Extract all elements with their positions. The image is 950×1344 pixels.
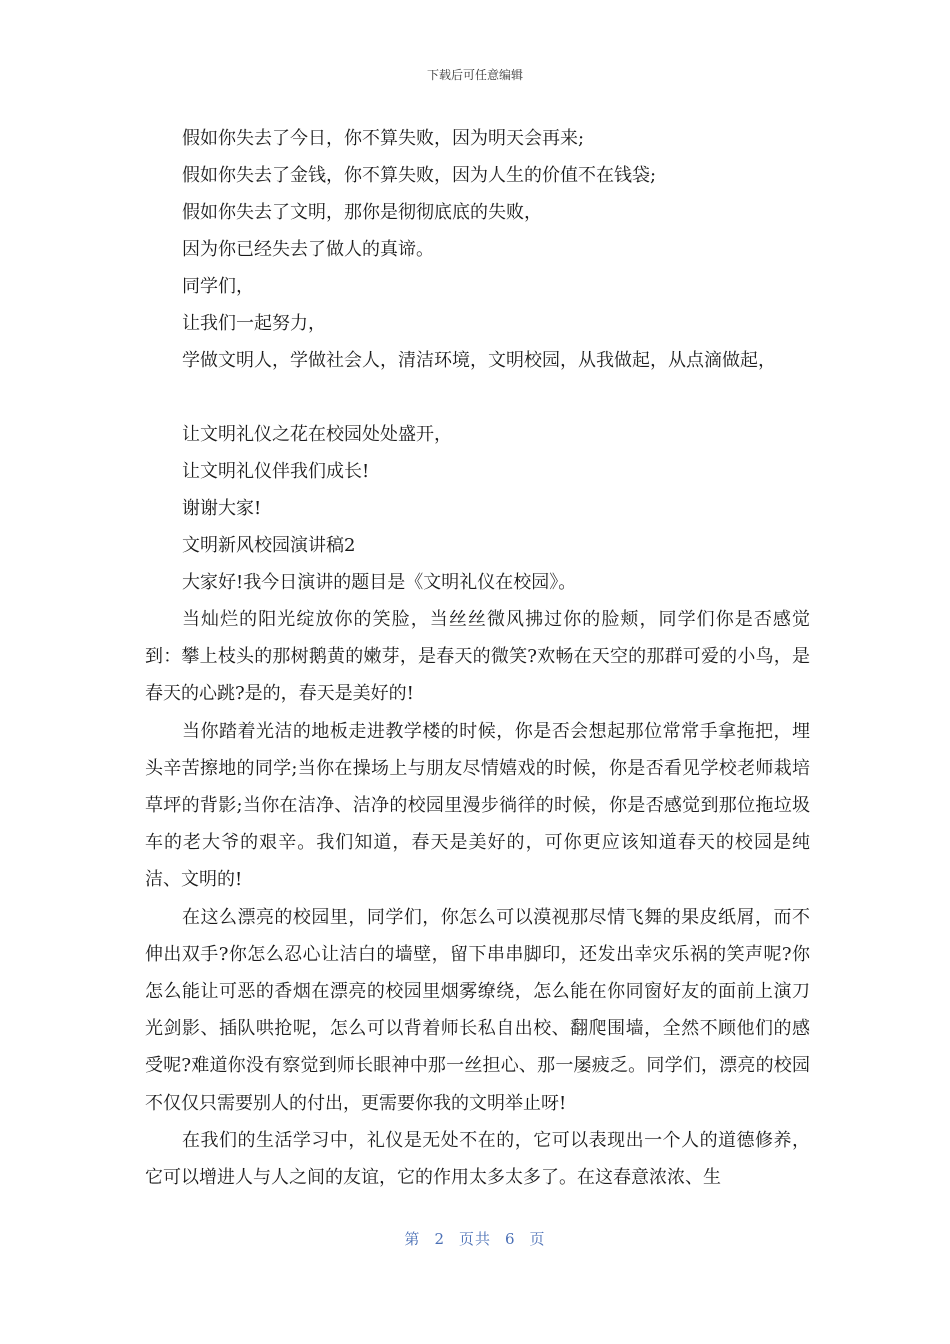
paragraph: 在我们的生活学习中，礼仪是无处不在的，它可以表现出一个人的道德修养，它可以增进人与人之间的友谊，它的作用太多太多了。在这春意浓浓、生 [145,1129,810,1189]
paragraph: 当你踏着光洁的地板走进教学楼的时候，你是否会想起那位常常手拿拖把，埋头辛苦擦地的同学;当你在操场上与朋友尽情嬉戏的时候，你是否看见学校老师栽培草坪的背影;当你在洁净、洁净的校园里漫步徜徉的时候，你是否感觉到那位拖垃圾车的老大爷的艰辛。我们知道，春天是美好的，可你更应该知道春天的校园是纯洁、文明的! [145,720,810,891]
text-line: 谢谢大家! [182,498,262,519]
text-line: 大家好!我今日演讲的题目是《文明礼仪在校园》。 [182,572,577,593]
blank-line [145,379,810,416]
section-title: 文明新风校园演讲稿2 [182,535,356,556]
paragraph: 当灿烂的阳光绽放你的笑脸，当丝丝微风拂过你的脸颊，同学们你是否感觉到：攀上枝头的那树鹅黄的嫩芽，是春天的微笑?欢畅在天空的那群可爱的小鸟，是春天的心跳?是的，春天是美好的! [145,609,810,705]
text-line: 同学们， [182,276,254,297]
text-line: 假如你失去了文明，那你是彻彻底底的失败， [182,202,542,223]
page-number: 2 [434,1230,445,1248]
document-body [145,120,810,1196]
paragraph: 在这么漂亮的校园里，同学们，你怎么可以漠视那尽情飞舞的果皮纸屑，而不伸出双手?你怎么忍心让洁白的墙壁，留下串串脚印，还发出幸灾乐祸的笑声呢?你怎么能让可恶的香烟在漂亮的校园里烟雾缭绕，怎么能在你同窗好友的面前上演刀光剑影、插队哄抢呢，怎么可以背着师长私自出校、翻爬围墙，全然不顾他们的感受呢?难道你没有察觉到师长眼神中那一丝担心、那一屡疲乏。同学们，漂亮的校园不仅仅只需要别人的付出，更需要你我的文明举止呀! [145,906,810,1114]
text-line: 假如你失去了今日，你不算失败，因为明天会再来; [182,128,585,149]
page-end-label: 页 [529,1230,546,1248]
page-total: 6 [505,1230,516,1248]
text-line: 因为你已经失去了做人的真谛。 [182,239,434,260]
text-line: 假如你失去了金钱，你不算失败，因为人生的价值不在钱袋; [182,165,657,186]
text-line: 让文明礼仪之花在校园处处盛开， [182,424,452,445]
page-label: 第 [404,1230,421,1248]
page-header: 下载后可任意编辑 [426,68,523,82]
text-line: 学做文明人，学做社会人，清洁环境，文明校园，从我做起，从点滴做起， [182,350,776,371]
text-line: 让我们一起努力， [182,313,326,334]
text-line: 让文明礼仪伴我们成长! [182,461,370,482]
page-mid-label: 页共 [458,1230,491,1248]
page-footer [0,1228,950,1249]
